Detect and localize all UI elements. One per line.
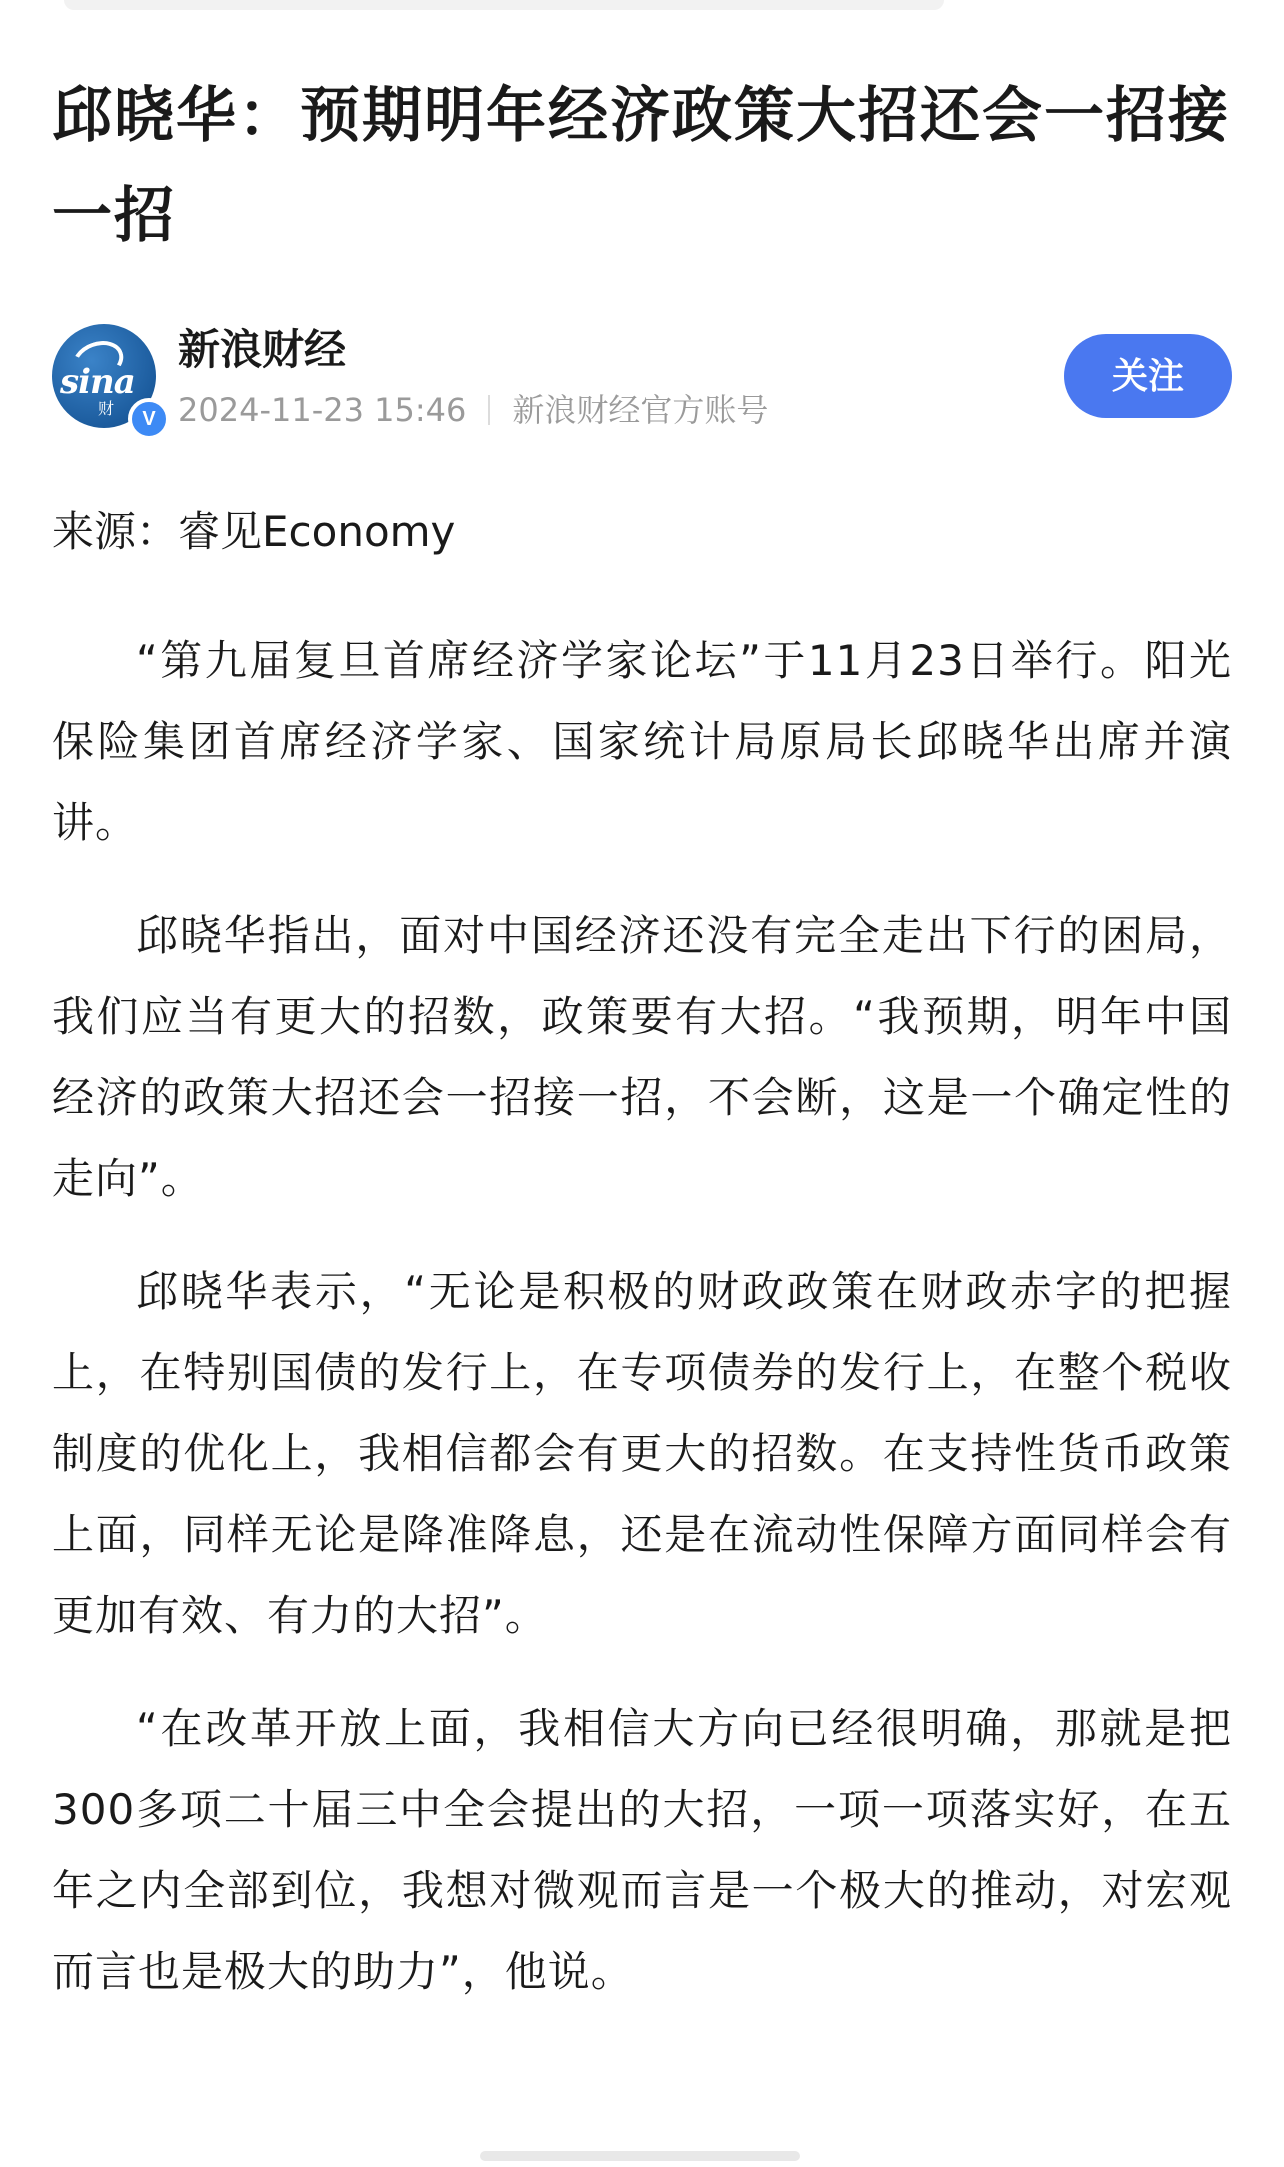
avatar-logo-text: sina [60, 362, 135, 402]
previous-card-edge [64, 0, 944, 10]
article-title: 邱晓华：预期明年经济政策大招还会一招接一招 [52, 81, 1230, 251]
account-label: 新浪财经官方账号 [512, 391, 769, 429]
article-paragraph: “在改革开放上面，我相信大方向已经很明确，那就是把300多项二十届三中全会提出的大招，一项一项落实好，在五年之内全部到位，我想对微观而言是一个极大的推动，对宏观而言也是极大的助力”，他说。 [52, 1704, 1232, 1996]
article-paragraph: 邱晓华指出，面对中国经济还没有完全走出下行的困局，我们应当有更大的招数，政策要有大招。“我预期，明年中国经济的政策大招还会一招接一招，不会断，这是一个确定性的走向”。 [52, 911, 1232, 1203]
verified-icon: V [128, 398, 170, 440]
article-meta [178, 388, 768, 432]
author-row [52, 320, 1232, 440]
source-line: 来源：睿见Economy [52, 507, 456, 556]
home-indicator [480, 2151, 800, 2161]
article-paragraph: “第九届复旦首席经济学家论坛”于11月23日举行。阳光保险集团首席经济学家、国家统计局原局长邱晓华出席并演讲。 [52, 636, 1232, 847]
publish-date: 2024-11-23 15:46 [178, 391, 467, 429]
article-paragraph: 邱晓华表示，“无论是积极的财政政策在财政赤字的把握上，在特别国债的发行上，在专项债券的发行上，在整个税收制度的优化上，我相信都会有更大的招数。在支持性货币政策上面，同样无论是降准降息，还是在流动性保障方面同样会有更加有效、有力的大招”。 [52, 1267, 1232, 1640]
author-name[interactable]: 新浪财经 [178, 325, 347, 374]
article-body [52, 620, 1232, 2044]
meta-divider [488, 395, 490, 425]
follow-button[interactable]: 关注 [1064, 334, 1232, 418]
avatar-logo-subtext: 财 [98, 399, 115, 418]
